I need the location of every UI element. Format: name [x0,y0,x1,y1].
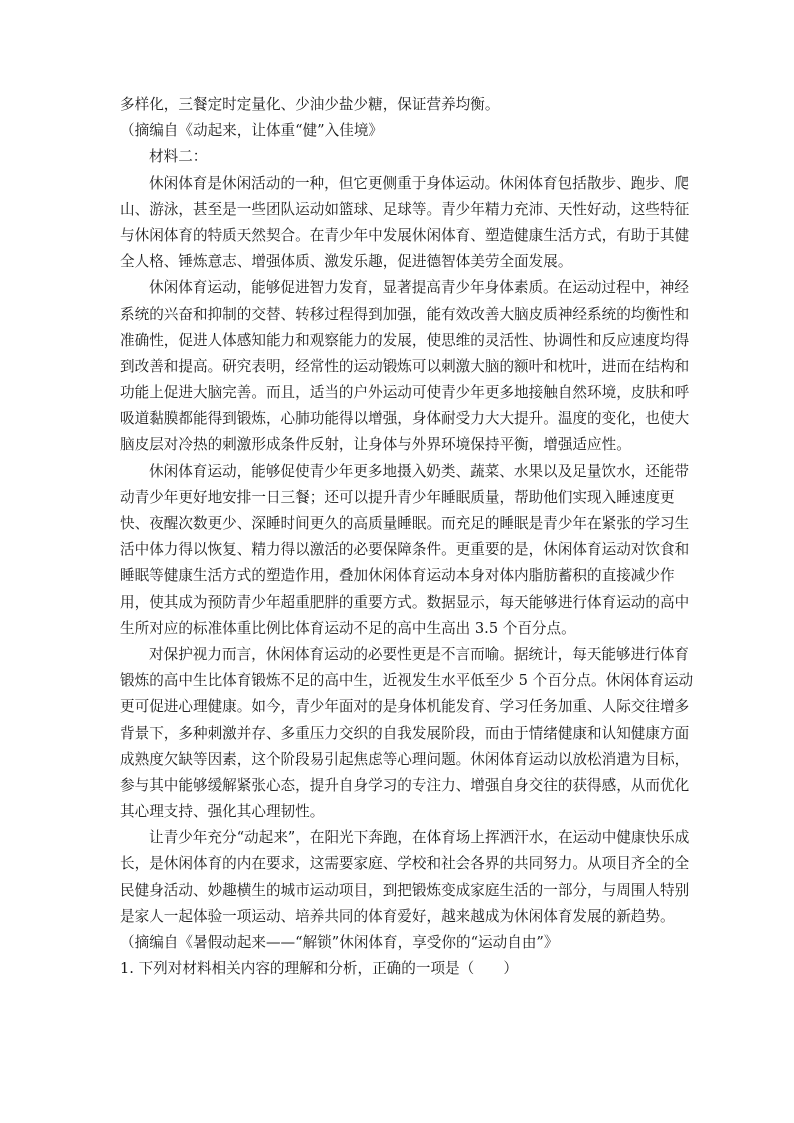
paragraph-line: 系统的兴奋和抑制的交替、转移过程得到加强，能有效改善大脑皮质神经系统的均衡性和 [120,305,690,323]
paragraph-line: 背景下，多种刺激并存、多重压力交织的自我发展阶段，而由于情绪健康和认知健康方面 [120,724,690,742]
paragraph-3 [120,459,690,642]
paragraph-line: 休闲体育是休闲活动的一种，但它更侧重于身体运动。休闲体育包括散步、跑步、爬 [149,174,689,192]
material2-heading: 材料二： [149,148,208,166]
paragraph-line: 功能上促进大脑完善。而且，适当的户外运动可使青少年更多地接触自然环境，皮肤和呼 [120,384,690,402]
document-body [120,92,694,982]
paragraph-line: 休闲体育运动，能够促使青少年更多地摄入奶类、蔬菜、水果以及足量饮水，还能带 [149,462,689,480]
paragraph-line: 脑皮层对冷热的刺激形成条件反射，让身体与外界环境保持平衡，增强适应性。 [120,436,631,454]
source-citation-2: （摘编自《暑假动起来——“解锁”休闲体育，享受你的“运动自由”》 [120,934,559,951]
paragraph-line: 全人格、锤炼意志、增强体质、激发乐趣，促进德智体美劳全面发展。 [120,253,573,271]
paragraph-line: 对保护视力而言，休闲体育运动的必要性更是不言而喻。据统计，每天能够进行体育 [149,645,689,663]
paragraph-line: 民健身活动、妙趣横生的城市运动项目，到把锻炼变成家庭生活的一部分，与周围人特别 [120,881,690,899]
paragraph-line: 到改善和提高。研究表明，经常性的运动锻炼可以刺激大脑的额叶和枕叶，进而在结构和 [120,357,690,375]
paragraph-line: 更可促进心理健康。如今，青少年面对的是身体机能发育、学习任务加重、人际交往增多 [120,698,690,716]
paragraph-4 [120,642,694,825]
paragraph-line: 与休闲体育的特质天然契合。在青少年中发展休闲体育、塑造健康生活方式，有助于其健 [120,226,690,244]
paragraph-line: 山、游泳，甚至是一些团队运动如篮球、足球等。青少年精力充沛、天性好动，这些特征 [120,200,690,218]
paragraph-line: 是家人一起体验一项运动、培养共同的体育爱好，越来越成为休闲体育发展的新趋势。 [120,907,675,925]
paragraph-5 [120,825,690,930]
paragraph-line: 其心理支持、强化其心理韧性。 [120,803,325,821]
paragraph-line: 活中体力得以恢复、精力得以激活的必要保障条件。更重要的是，休闲体育运动对饮食和 [120,541,690,559]
source-citation-1: （摘编自《动起来，让体重“健”入佳境》 [120,122,384,140]
intro-tail-line: 多样化，三餐定时定量化、少油少盐少糖，保证营养均衡。 [120,96,500,113]
paragraph-line: 动青少年更好地安排一日三餐；还可以提升青少年睡眠质量，帮助他们实现入睡速度更 [120,488,675,506]
paragraph-line: 锻炼的高中生比体育锻炼不足的高中生，近视发生水平低至少 5 个百分点。休闲体育运动 [120,672,694,690]
paragraph-line: 休闲体育运动，能够促进智力发育，显著提高青少年身体素质。在运动过程中，神经 [149,279,689,297]
paragraph-2 [120,275,690,458]
paragraph-line: 成熟度欠缺等因素，这个阶段易引起焦虑等心理问题。休闲体育运动以放松消遣为目标， [120,750,690,768]
paragraph-line: 吸道黏膜都能得到锻炼，心肺功能得以增强，身体耐受力大大提升。温度的变化，也使大 [120,410,690,428]
paragraph-line: 睡眠等健康生活方式的塑造作用，叠加休闲体育运动本身对体内脂肪蓄积的直接减少作 [120,567,675,585]
paragraph-line: 长，是休闲体育的内在要求，这需要家庭、学校和社会各界的共同努力。从项目齐全的全 [120,855,690,873]
paragraph-1 [120,171,690,276]
paragraph-line: 让青少年充分“动起来”，在阳光下奔跑，在体育场上挥洒汗水，在运动中健康快乐成 [149,829,690,847]
paragraph-line: 生所对应的标准体重比例比体育运动不足的高中生高出 3.5 个百分点。 [120,619,576,637]
paragraph-line: 用，使其成为预防青少年超重肥胖的重要方式。数据显示，每天能够进行体育运动的高中 [120,593,690,611]
paragraph-line: 快、夜醒次数更少、深睡时间更久的高质量睡眠。而充足的睡眠是青少年在紧张的学习生 [120,515,690,532]
paragraph-line: 参与其中能够缓解紧张心态，提升自身学习的专注力、增强自身交往的获得感，从而优化 [120,776,690,794]
paragraph-line: 准确性，促进人体感知能力和观察能力的发展，使思维的灵活性、协调性和反应速度均得 [120,331,690,349]
question-1: 1. 下列对材料相关内容的理解和分析，正确的一项是（ ） [120,960,519,978]
